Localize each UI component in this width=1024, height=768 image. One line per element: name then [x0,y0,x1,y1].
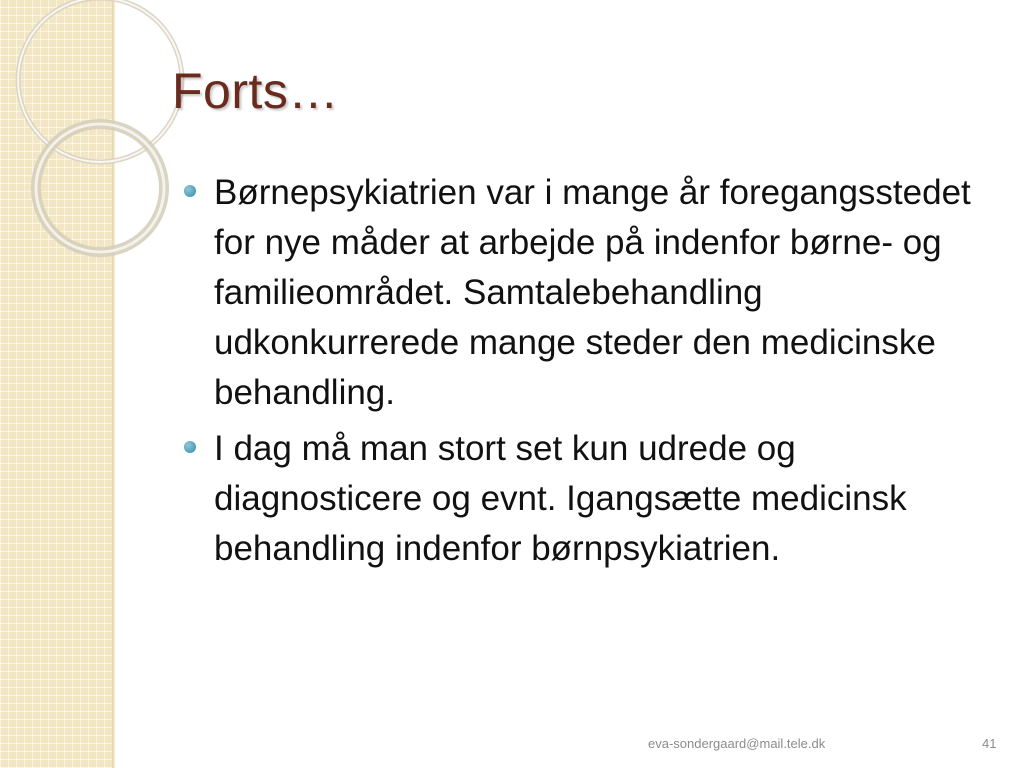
footer-email: eva-sondergaard@mail.tele.dk [648,736,826,751]
bullet-text: Børnepsykiatrien var i mange år foregangsstedet for nye måder at arbejde på indenfor børne- og familieområdet. Samtalebehandling udkonkurrerede mange steder den medicinske behandling. [214,173,971,412]
bullet-item [180,424,980,574]
bullet-list [180,168,980,580]
bullet-dot-icon [184,185,196,197]
bullet-dot-icon [184,441,196,453]
bullet-item [180,168,980,418]
bullet-text: I dag må man stort set kun udrede og diagnosticere og evnt. Igangsætte medicinsk behandling indenfor børnpsykiatrien. [214,429,907,568]
slide-title: Forts… [172,63,339,119]
side-panel-edge [112,0,115,768]
slide-page-number: 41 [982,736,997,751]
side-decoration-panel [0,0,112,768]
